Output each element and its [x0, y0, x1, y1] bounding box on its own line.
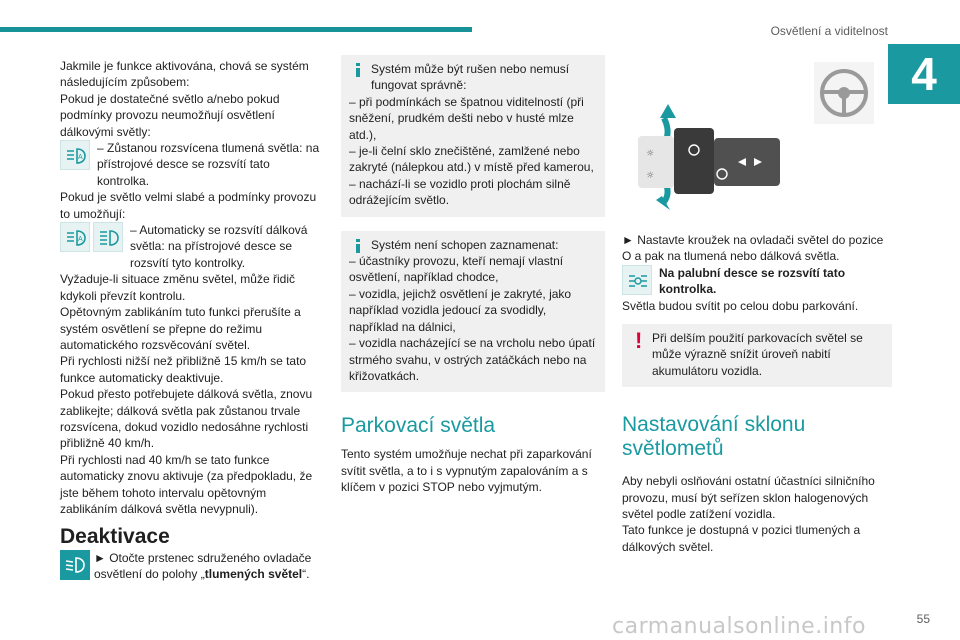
header-accent-bar: [0, 27, 472, 32]
indicator-row-parking: [622, 265, 892, 298]
deactivation-text: [90, 550, 322, 583]
deactivation-text-post: “.: [302, 567, 310, 582]
section-heading-deactivation: Deaktivace: [60, 525, 170, 549]
paragraph: Pokud přesto potřebujete dálková světla, znovu zablikejte; dálková světla pak zůstanou trvale rozsvícena, dokud vozidlo nedosáhne rychlosti přibližně 40 km/h.: [60, 387, 313, 451]
info-box-detection: [341, 231, 605, 393]
low-beam-icon: [60, 550, 90, 580]
info-icon: [355, 239, 361, 253]
indicator-text: Na palubní desce se rozsvítí tato kontrolka.: [659, 265, 846, 297]
column-1: [60, 58, 322, 583]
svg-text:A: A: [78, 236, 83, 244]
column-3: [622, 232, 892, 555]
section-heading-headlamp-levelling: Nastavování sklonu světlometů: [622, 413, 806, 461]
info-lead: Systém může být rušen nebo nemusí fungovat správně:: [371, 62, 570, 93]
low-beam-auto-icon: [60, 222, 90, 252]
chapter-number: 4: [888, 44, 960, 104]
parking-light-icon: [622, 265, 652, 295]
paragraph: Při rychlosti nad 40 km/h se tato funkce automaticky znovu aktivuje (za předpokladu, že jste během tohoto intervalu opětovným zablikáním dálková světla nevypnuli).: [60, 452, 313, 516]
page-number: 55: [916, 612, 930, 626]
svg-text:A: A: [78, 154, 83, 162]
indicator-row-low-beam: [60, 140, 322, 189]
indicator-row-high-beam: [60, 222, 322, 271]
info-list: – účastníky provozu, kteří nemají vlastní osvětlení, například chodce, – vozidla, jejichž osvětlení je zakryté, jako například vozidla jedoucí za svodidly, například na dálnici, – vozidla nacházející se na vrcholu nebo úpatí strmého svahu, v ostrých zatáčkách nebo na křižovatkách.: [349, 254, 596, 383]
svg-text:☼: ☼: [646, 171, 655, 181]
info-box-interference: [341, 55, 605, 217]
page-header-title: Osvětlení a viditelnost: [770, 24, 888, 38]
indicator-text: – Automaticky se rozsvítí dálková světla: na přístrojové desce se rozsvítí tyto kontrolky.: [130, 223, 308, 270]
info-icon: [355, 63, 361, 77]
indicator-text: – Zůstanou rozsvícena tlumená světla: na přístrojové desce se rozsvítí tato kontrolka.: [97, 141, 320, 188]
low-beam-auto-icon: [60, 140, 90, 170]
paragraph: Jakmile je funkce aktivována, chová se systém následujícím způsobem:: [60, 59, 309, 90]
column-2: [341, 55, 605, 496]
paragraph: Pokud je dostatečné světlo a/nebo pokud podmínky provozu neumožňují osvětlení dálkovými světly:: [60, 91, 280, 139]
warning-icon: !: [635, 328, 643, 354]
paragraph: Pokud je světlo velmi slabé a podmínky provozu to umožňují:: [60, 190, 317, 221]
deactivation-step: [60, 550, 322, 583]
paragraph: Při rychlosti nižší než přibližně 15 km/h se tato funkce automaticky deaktivuje.: [60, 354, 307, 385]
paragraph: Opětovným zablikáním tuto funkci přerušíte a systém osvětlení se přepne do režimu automatického rozsvěcování světel.: [60, 305, 301, 352]
warning-box-battery: [622, 324, 892, 387]
high-beam-icon: [93, 222, 123, 252]
light-stalk-icon: [626, 98, 780, 218]
paragraph: Aby nebyli oslňováni ostatní účastníci silničního provozu, musí být seřízen sklon halogenových světel podle zatížení vozidla.: [622, 474, 875, 522]
watermark: carmanualsonline.info: [612, 614, 866, 639]
paragraph: Tento systém umožňuje nechat při zaparkování svítit světla, a to i s vypnutým zapalováním a s klíčem v pozici STOP nebo vyjmutým.: [341, 447, 592, 495]
paragraph: ► Nastavte kroužek na ovladači světel do pozice O a pak na tlumená nebo dálková světla.: [622, 233, 884, 264]
warning-text: Při delším použití parkovacích světel se může výrazně snížit úroveň nabití akumulátoru vozidla.: [652, 331, 863, 378]
steering-wheel-icon: [814, 62, 874, 124]
info-list: – při podmínkách se špatnou viditelností (při sněžení, prudkém dešti nebo v husté mlze atd.), – je-li čelní sklo znečištěné, zamlžené nebo zakryté (nálepkou atd.) v místě před kamerou, – nachází-li se vozidlo proti plochám silně odrážejícím světlo.: [349, 94, 594, 208]
deactivation-text-bold: tlumených světel: [204, 567, 303, 582]
paragraph: Tato funkce je dostupná v pozici tlumených a dálkových světel.: [622, 523, 861, 554]
info-lead: Systém není schopen zaznamenat:: [371, 237, 559, 252]
paragraph: Světla budou svítit po celou dobu parkování.: [622, 298, 859, 313]
section-heading-parking: Parkovací světla: [341, 414, 496, 438]
paragraph: Vyžaduje-li situace změnu světel, může řidič kdykoli převzít kontrolu.: [60, 272, 295, 303]
deactivation-text-pre: ► Otočte prstenec sdruženého ovladače osvětlení do polohy „: [94, 550, 312, 582]
svg-text:☼: ☼: [646, 149, 655, 159]
